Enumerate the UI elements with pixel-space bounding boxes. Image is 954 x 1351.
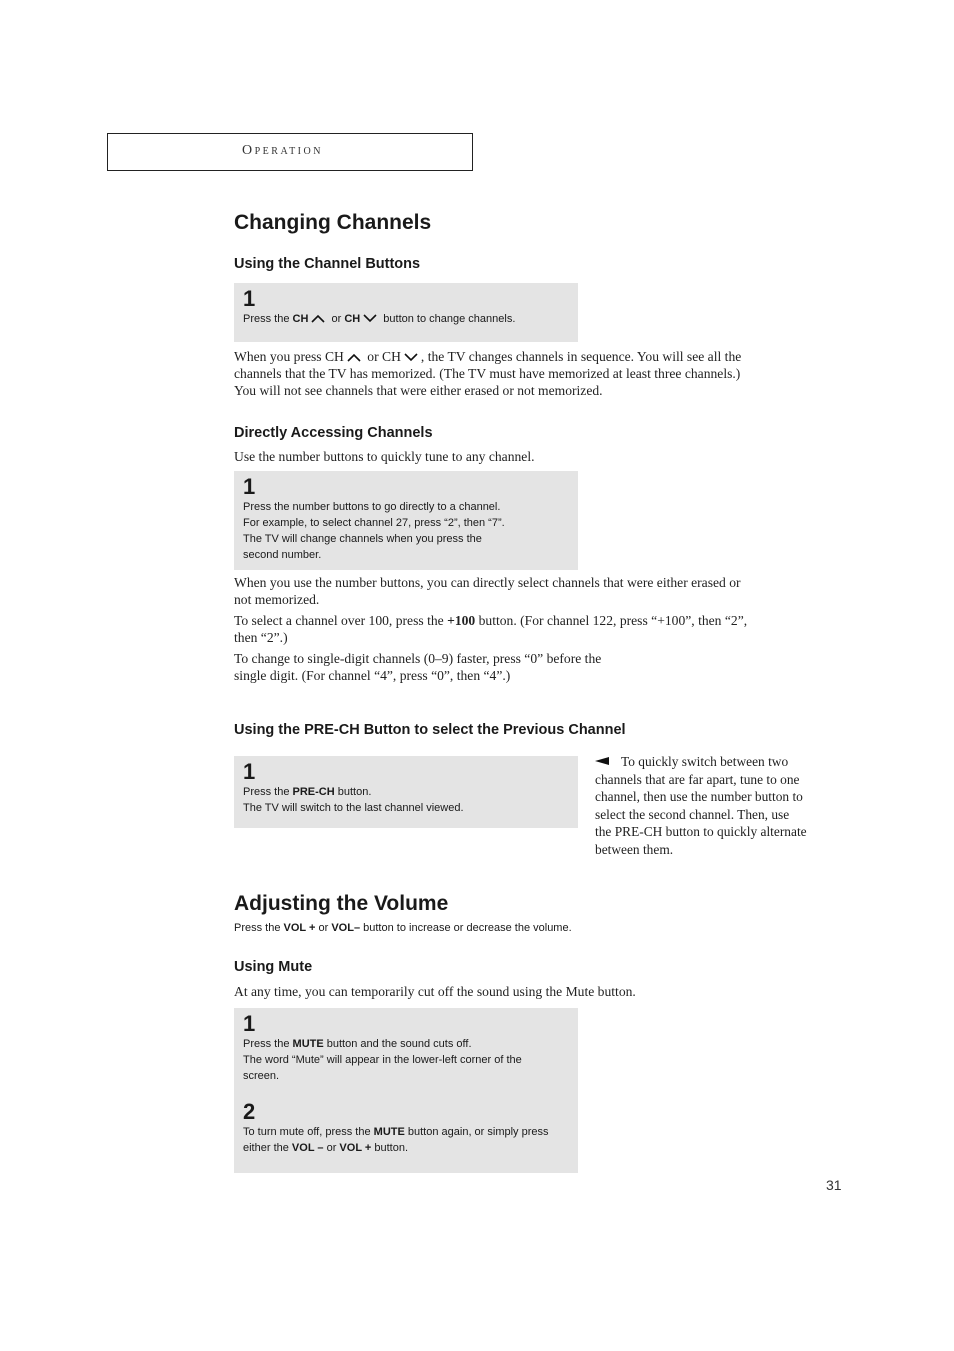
step-number: 1	[243, 759, 256, 784]
channel-buttons-heading: Using the Channel Buttons	[234, 256, 421, 272]
pointer-arrow-icon	[595, 757, 609, 765]
step-number: 1	[243, 286, 256, 311]
step-box-direct-access	[234, 471, 578, 570]
using-mute-heading: Using Mute	[234, 959, 313, 975]
adjusting-volume-title: Adjusting the Volume	[234, 892, 449, 915]
chevron-up-icon	[311, 314, 325, 323]
section-title: Operation	[242, 143, 323, 158]
step-text: Press the number buttons to go directly to a channel. For example, to select channel 27, press “2”, then “7”. The TV will change channels when you press the second number.	[243, 501, 505, 561]
section-header-box	[107, 133, 473, 171]
chevron-up-icon	[347, 353, 361, 362]
step-number: 1	[243, 1011, 256, 1036]
direct-paragraph-3: To change to single-digit channels (0–9) faster, press “0” before the single digit. (For channel “4”, press “0”, then “4”.)	[234, 651, 602, 683]
mute-intro: At any time, you can temporarily cut off the sound using the Mute button.	[234, 984, 636, 999]
direct-paragraph-2: To select a channel over 100, press the +100 button. (For channel 122, press “+100”, then “2”, then “2”.)	[234, 613, 748, 645]
chevron-down-icon	[404, 353, 418, 362]
step-box-channel-buttons	[234, 283, 578, 342]
step-number: 1	[243, 474, 256, 499]
direct-paragraph-1: When you use the number buttons, you can directly select channels that were either erased or not memorized.	[234, 575, 741, 607]
changing-channels-title: Changing Channels	[234, 211, 432, 234]
prech-heading: Using the PRE-CH Button to select the Previous Channel	[234, 722, 626, 738]
side-note: To quickly switch between two channels that are far apart, tune to one channel, then use the number button to select the second channel. Then, use the PRE-CH button to quickly alternate between them.	[595, 754, 807, 857]
step-text: Press the CH or CH button to change channels.	[243, 313, 516, 325]
direct-access-heading: Directly Accessing Channels	[234, 425, 433, 441]
volume-instruction: Press the VOL + or VOL– button to increase or decrease the volume.	[234, 922, 572, 934]
step-text: To turn mute off, press the MUTE button again, or simply press either the VOL – or VOL + button.	[243, 1126, 549, 1154]
step-number: 2	[243, 1099, 256, 1124]
direct-access-intro: Use the number buttons to quickly tune to any channel.	[234, 449, 535, 464]
step-box-mute	[234, 1008, 578, 1173]
page-number: 31	[826, 1177, 842, 1193]
step-box-prech	[234, 756, 578, 828]
step-text: Press the MUTE button and the sound cuts off. The word “Mute” will appear in the lower-left corner of the screen.	[243, 1038, 522, 1082]
chevron-down-icon	[363, 314, 377, 323]
step-text: Press the PRE-CH button. The TV will switch to the last channel viewed.	[243, 786, 464, 814]
channel-buttons-paragraph: When you press CH or CH , the TV changes channels in sequence. You will see all the channels that the TV has memorized. (The TV must have memorized at least three channels.) You will not see channels that were either erased or not memorized.	[234, 349, 742, 398]
